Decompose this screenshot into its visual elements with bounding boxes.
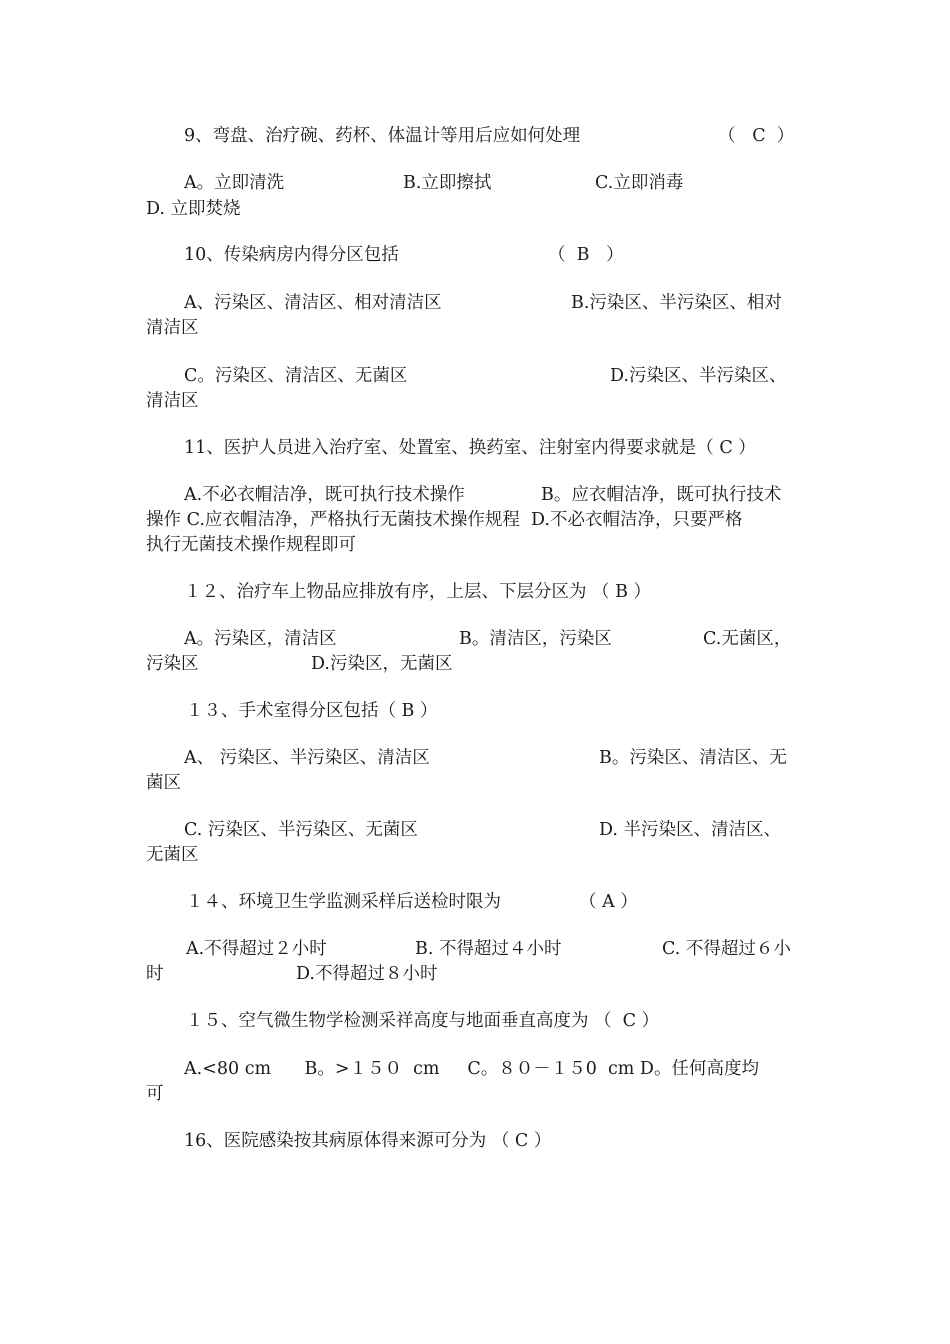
q13-option-d-cont: 无菌区 [146, 845, 199, 865]
q9-stem: 9、弯盘、治疗碗、药杯、体温计等用后应如何处理 [184, 126, 581, 146]
q10-option-b: B.污染区、半污染区、相对 [571, 293, 782, 313]
q11-stem: 11、医护人员进入治疗室、处置室、换药室、注射室内得要求就是（ C ） [184, 438, 756, 458]
q12-option-b: B。清洁区，污染区 [459, 629, 612, 649]
q15-options-line2: 可 [146, 1084, 164, 1104]
q9-option-a: A。立即清洗 [184, 173, 285, 193]
q13-option-a: A、 污染区、半污染区、清洁区 [184, 748, 430, 768]
q10-option-c: C。污染区、清洁区、无菌区 [184, 366, 408, 386]
q11-options-line3: 执行无菌技术操作规程即可 [146, 535, 356, 555]
q11-option-b: B。应衣帽洁净，既可执行技术 [541, 485, 782, 505]
q9-option-c: C.立即消毒 [595, 173, 684, 193]
q14-option-c-cont: 时 [146, 964, 164, 984]
q13-option-d: D. 半污染区、清洁区、 [599, 820, 782, 840]
q13-option-b-cont: 菌区 [146, 773, 181, 793]
q12-option-a: A。污染区，清洁区 [184, 629, 337, 649]
q13-option-b: B。污染区、清洁区、无 [599, 748, 787, 768]
q9-option-d: D. 立即焚烧 [146, 199, 241, 219]
q12-option-c: C.无菌区， [703, 629, 792, 649]
q10-option-d: D.污染区、半污染区、 [610, 366, 787, 386]
q15-stem: １５、空气微生物学检测采祥高度与地面垂直高度为 （ C ） [186, 1011, 660, 1031]
q14-answer: （ A ） [579, 892, 638, 912]
q12-option-d: D.污染区，无菌区 [311, 654, 453, 674]
q9-answer: （ C ） [718, 126, 795, 146]
q10-answer: （ B ） [548, 245, 624, 265]
q12-option-c-cont: 污染区 [146, 654, 199, 674]
q16-stem: 16、医院感染按其病原体得来源可分为 （ C ） [184, 1131, 552, 1151]
q11-option-a: A.不必衣帽洁净，既可执行技术操作 [184, 485, 465, 505]
q10-option-b-cont: 清洁区 [146, 318, 199, 338]
q12-stem: １２、治疗车上物品应排放有序，上层、下层分区为 （ B ） [184, 582, 652, 602]
q14-option-c: C. 不得超过６小 [662, 939, 791, 959]
q10-stem: 10、传染病房内得分区包括 [184, 245, 399, 265]
q10-option-a: A、污染区、清洁区、相对清洁区 [184, 293, 442, 313]
q14-option-b: B. 不得超过４小时 [415, 939, 562, 959]
q15-options-line1: A.<80 cm B。>１５０ cm C。８０－１５0 cm D。任何高度均 [184, 1059, 759, 1079]
q10-option-d-cont: 清洁区 [146, 391, 199, 411]
q13-stem: １３、手术室得分区包括（ B ） [186, 701, 438, 721]
q9-option-b: B.立即擦拭 [403, 173, 492, 193]
q14-option-d: D.不得超过８小时 [296, 964, 438, 984]
q11-options-line2: 操作 C.应衣帽洁净，严格执行无菌技术操作规程 D.不必衣帽洁净，只要严格 [146, 510, 743, 530]
q14-stem: １４、环境卫生学监测采样后送检时限为 [186, 892, 501, 912]
q13-option-c: C. 污染区、半污染区、无菌区 [184, 820, 418, 840]
q14-option-a: A.不得超过２小时 [186, 939, 327, 959]
